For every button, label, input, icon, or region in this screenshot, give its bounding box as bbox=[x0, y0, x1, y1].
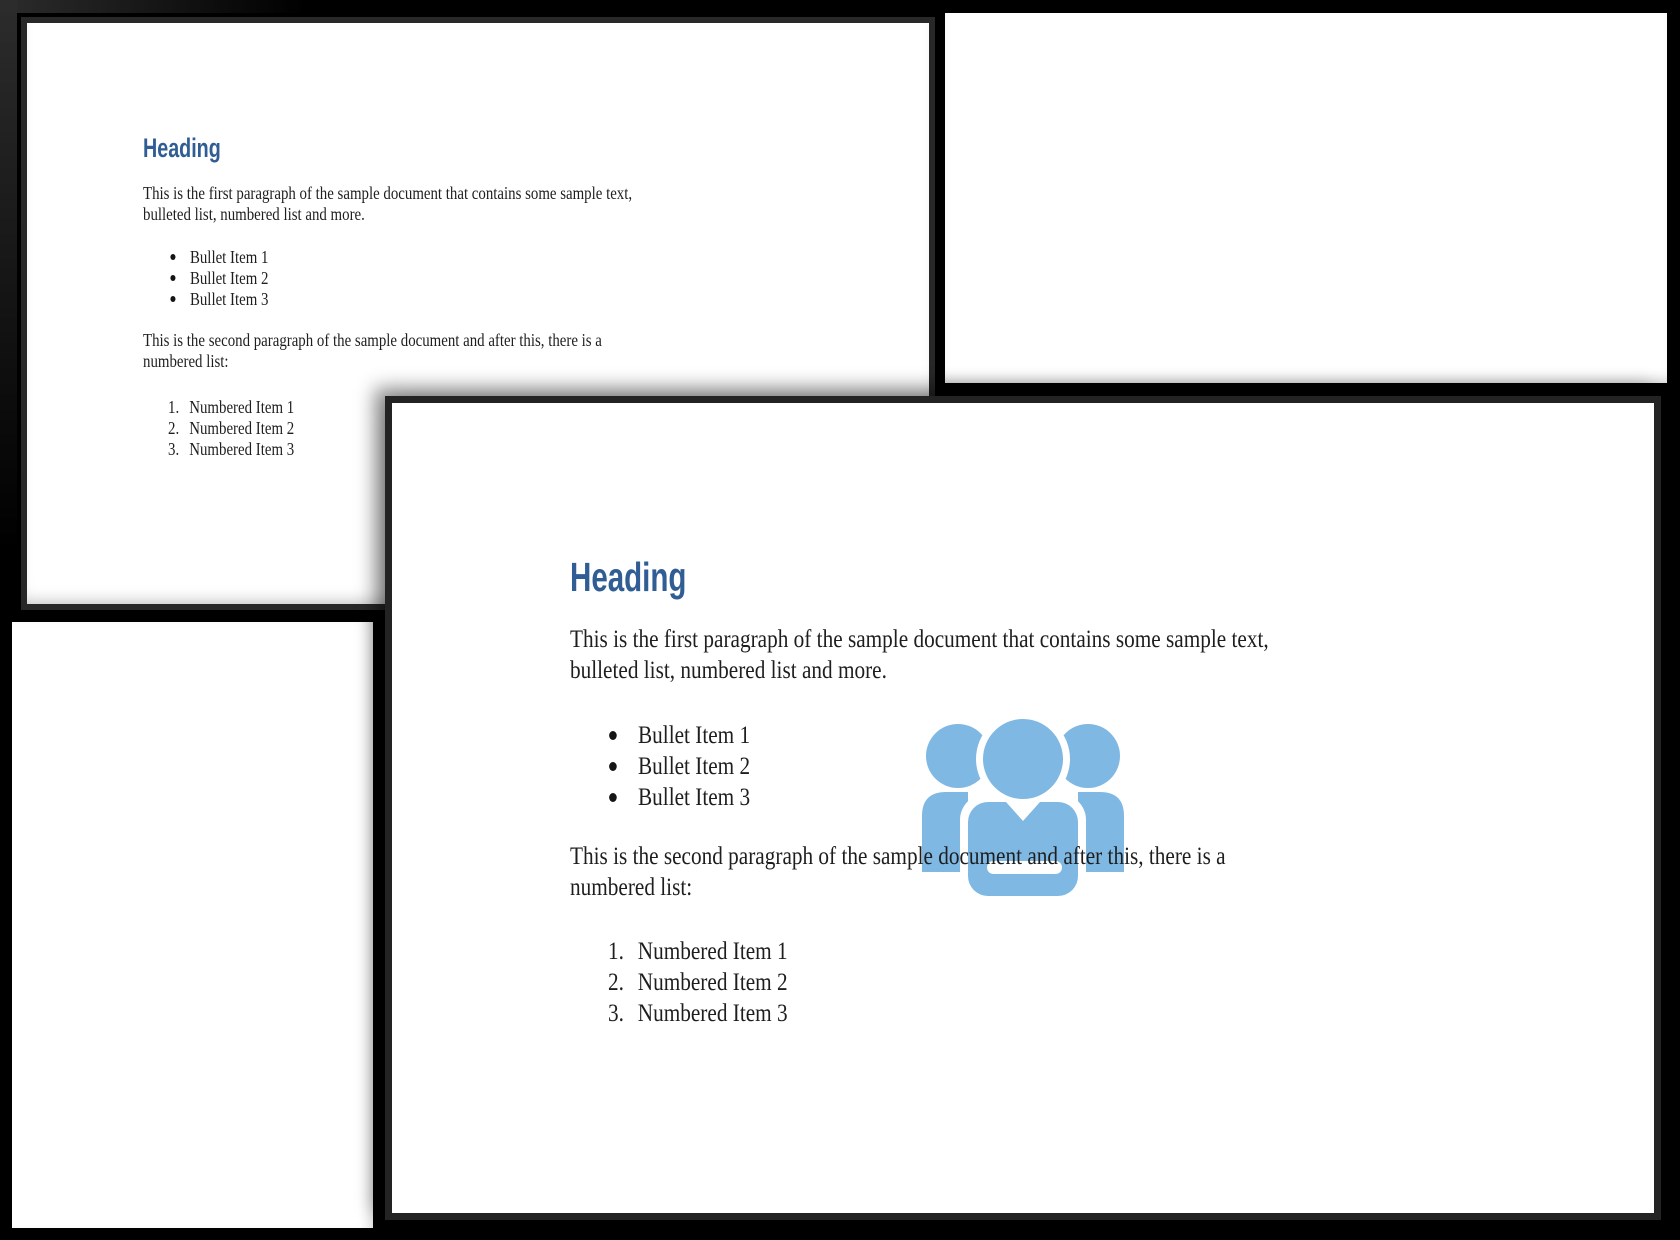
numbered-marker: 3. bbox=[168, 439, 180, 459]
bullet-dot-icon bbox=[609, 731, 617, 740]
numbered-list-item: 2. Numbered Item 2 bbox=[168, 418, 295, 438]
numbered-list-item: 1. Numbered Item 1 bbox=[608, 938, 788, 965]
first-paragraph bbox=[143, 183, 632, 225]
numbered-list-item: 2. Numbered Item 2 bbox=[608, 969, 788, 996]
canvas-frame-top-edge bbox=[0, 0, 360, 13]
numbered-marker: 1. bbox=[608, 938, 624, 965]
numbered-list-item: 3. Numbered Item 3 bbox=[608, 1000, 788, 1027]
document-heading: Heading bbox=[570, 554, 687, 600]
bullet-dot-icon bbox=[609, 793, 617, 802]
bullet-list bbox=[604, 720, 751, 813]
bullet-list-item: Bullet Item 2 bbox=[604, 751, 638, 782]
bullet-dot-icon bbox=[170, 296, 175, 302]
document-heading: Heading bbox=[143, 133, 221, 163]
paragraph-line: This is the second paragraph of the sample document and after this, there is a bbox=[143, 330, 602, 350]
numbered-marker: 1. bbox=[168, 397, 180, 417]
bullet-list-item: Bullet Item 1 bbox=[604, 720, 638, 751]
second-paragraph bbox=[143, 330, 602, 372]
numbered-marker: 2. bbox=[168, 418, 180, 438]
blank-page-preview-top-right[interactable] bbox=[945, 13, 1667, 383]
numbered-list-item: 1. Numbered Item 1 bbox=[168, 397, 295, 417]
paragraph-line: numbered list: bbox=[570, 874, 693, 901]
document-page-preview-large[interactable] bbox=[385, 396, 1661, 1220]
bullet-list bbox=[167, 247, 269, 310]
numbered-list-item: 3. Numbered Item 3 bbox=[168, 439, 295, 459]
bullet-dot-icon bbox=[170, 275, 175, 281]
bullet-dot-icon bbox=[170, 254, 175, 260]
numbered-marker: 3. bbox=[608, 1000, 624, 1027]
bullet-list-item: Bullet Item 2 bbox=[167, 268, 190, 289]
bullet-list-item: Bullet Item 1 bbox=[167, 247, 190, 268]
second-paragraph bbox=[570, 841, 1226, 903]
numbered-list bbox=[608, 936, 788, 1029]
canvas-frame-left-edge bbox=[0, 0, 17, 600]
paragraph-line: bulleted list, numbered list and more. bbox=[143, 204, 365, 224]
blank-page-preview-bottom-left[interactable] bbox=[12, 622, 373, 1228]
bullet-list-item: Bullet Item 3 bbox=[167, 289, 190, 310]
numbered-marker: 2. bbox=[608, 969, 624, 996]
paragraph-line: This is the second paragraph of the sample document and after this, there is a bbox=[570, 843, 1226, 870]
paragraph-line: bulleted list, numbered list and more. bbox=[570, 657, 887, 684]
paragraph-line: numbered list: bbox=[143, 351, 229, 371]
first-paragraph bbox=[570, 624, 1269, 686]
badge-bar bbox=[987, 861, 1062, 874]
paragraph-line: This is the first paragraph of the sample document that contains some sample text, bbox=[570, 626, 1269, 653]
paragraph-line: This is the first paragraph of the sample document that contains some sample text, bbox=[143, 183, 633, 203]
bullet-list-item: Bullet Item 3 bbox=[604, 782, 638, 813]
bullet-dot-icon bbox=[609, 762, 617, 771]
numbered-list bbox=[168, 397, 295, 460]
people-group-icon bbox=[922, 718, 1124, 896]
